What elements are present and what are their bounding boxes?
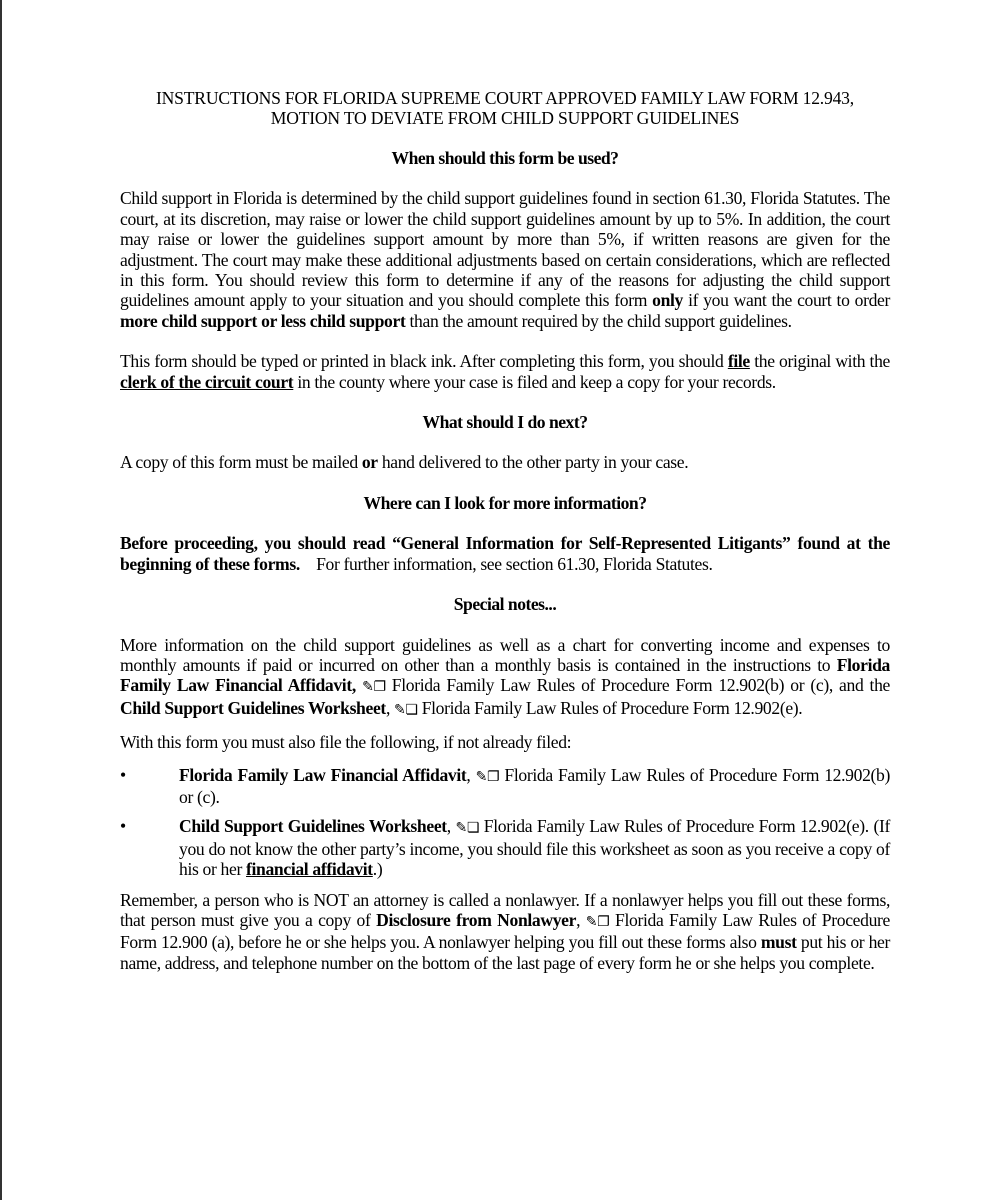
form-ref-guidelines-worksheet: Child Support Guidelines Worksheet: [120, 697, 386, 718]
list-item: • Child Support Guidelines Worksheet, ✎❏ Florida Family Law Rules of Procedure Form 12.902(e). (If you do not know the other party’s income, you should file this worksheet as soon as you receive a copy of his or her financial affidavit.): [120, 816, 890, 880]
paragraph-before-proceeding: [120, 533, 890, 574]
text: Remember, a person who is NOT an attorney is called a nonlawyer. If a nonlawyer helps you fill out these forms, that person must give you a copy of: [120, 889, 890, 930]
text: A copy of this form must be mailed: [120, 452, 362, 473]
text: put his or her name, address, and telephone number on the bottom of the last page of every form he or she helps you complete.: [120, 932, 891, 973]
form-glyph-icon: ✎❏: [394, 701, 418, 718]
document-page: [120, 88, 890, 993]
title-line-2: MOTION TO DEVIATE FROM CHILD SUPPORT GUIDELINES: [270, 108, 740, 128]
bullet-icon: •: [120, 764, 126, 785]
text: than the amount required by the child support guidelines.: [405, 310, 792, 331]
form-glyph-icon: ✎❏: [455, 820, 480, 837]
emphasis-or: or: [361, 452, 378, 473]
form-glyph-icon: ✎❐: [475, 768, 500, 785]
text: in the county where your case is filed and keep a copy for your records.: [293, 371, 776, 392]
text: Florida Family Law Rules of Procedure Form 12.902(e).: [417, 697, 803, 718]
paragraph-nonlawyer: [120, 890, 890, 974]
text: ,: [576, 909, 586, 930]
bullet-icon: •: [120, 816, 126, 837]
emphasis-file: file: [727, 351, 750, 372]
emphasis-must: must: [760, 932, 797, 953]
text: Florida Family Law Rules of Procedure Form 12.902(e). (If you do not know the other party’s income, you should file this worksheet as soon as you receive a copy of his or her: [179, 816, 890, 880]
text: For further information, see section 61.30, Florida Statutes.: [299, 553, 713, 574]
text: ,: [385, 697, 395, 718]
emphasis-more-less-support: more child support or less child support: [120, 310, 406, 331]
heading-what-next: What should I do next?: [422, 412, 588, 433]
heading-when-used: When should this form be used?: [391, 148, 619, 168]
text: This form should be typed or printed in black ink. After completing this form, you should: [120, 351, 728, 372]
heading-special-notes: Special notes...: [453, 594, 557, 615]
paragraph-guidelines-info: [120, 635, 890, 721]
form-ref-disclosure-nonlawyer: Disclosure from Nonlawyer: [376, 909, 577, 930]
document-title: [120, 88, 890, 128]
text: Florida Family Law Rules of Procedure Form 12.902(b) or (c), and the: [385, 675, 890, 696]
form-glyph-icon: ✎❐: [585, 913, 610, 930]
required-forms-list: [120, 765, 890, 880]
emphasis-general-information: Before proceeding, you should read “General Information for Self-Represented Litigants” found at the beginning of these forms.: [120, 533, 890, 574]
paragraph-child-support-intro: [120, 188, 890, 331]
form-ref-financial-affidavit: Florida Family Law Financial Affidavit: [179, 764, 467, 785]
text: the original with the: [749, 351, 891, 372]
text: Florida Family Law Rules of Procedure Form 12.900 (a), before he or she helps you. A nonlawyer helping you fill out these forms also: [120, 909, 890, 953]
heading-more-information: Where can I look for more information?: [363, 492, 647, 513]
page-left-border: [0, 0, 2, 1200]
text: Child support in Florida is determined by the child support guidelines found in section 61.30, Florida Statutes. The court, at its discretion, may raise or lower the child support guidelines amount by up to 5%. In addition, the court may raise or lower the guidelines support amount by more than 5%, if written reasons are given for the adjustment. The court may make these additional adjustments based on certain considerations, which are reflected in this form. You should review this form to determine if any of the reasons for adjusting the child support guidelines amount apply to your situation and you should complete this form: [120, 188, 890, 311]
list-item: • Florida Family Law Financial Affidavit, ✎❐ Florida Family Law Rules of Procedure Form 12.902(b) or (c).: [120, 764, 890, 807]
title-line-1: INSTRUCTIONS FOR FLORIDA SUPREME COURT APPROVED FAMILY LAW FORM 12.943,: [156, 88, 854, 108]
emphasis-financial-affidavit: financial affidavit: [246, 859, 373, 880]
text: hand delivered to the other party in your case.: [377, 452, 689, 473]
paragraph-copy-mailed: [120, 452, 890, 472]
emphasis-only: only: [652, 290, 684, 311]
paragraph-filing-instructions: [120, 351, 890, 392]
form-ref-financial-affidavit: Florida Family Law Financial Affidavit,: [120, 654, 890, 696]
form-glyph-icon: ✎❐: [362, 679, 386, 696]
text: Florida Family Law Rules of Procedure Form 12.902(b) or (c).: [179, 764, 890, 807]
text: if you want the court to order: [683, 290, 890, 311]
text: More information on the child support guidelines as well as a chart for converting income and expenses to monthly amounts if paid or incurred on other than a monthly basis is contained in the instructions to: [120, 634, 890, 675]
text: .): [372, 859, 383, 880]
form-ref-guidelines-worksheet: Child Support Guidelines Worksheet: [179, 816, 447, 837]
emphasis-clerk-of-court: clerk of the circuit court: [120, 371, 294, 392]
paragraph-also-file: With this form you must also file the following, if not already filed:: [120, 732, 572, 753]
